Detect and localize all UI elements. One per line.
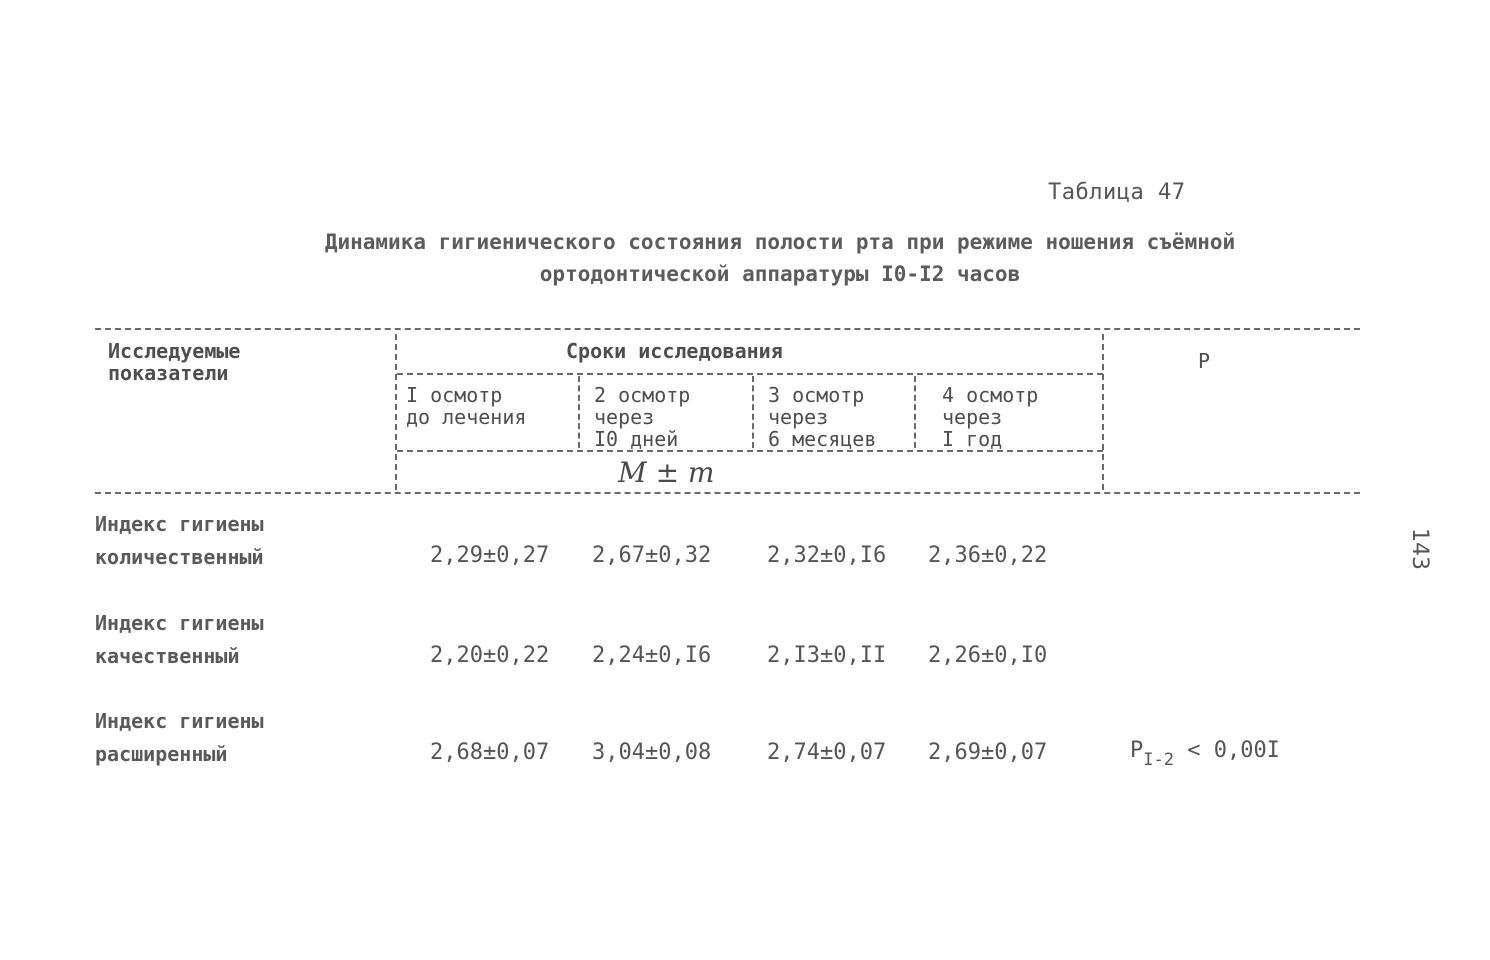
row3-val4: 2,69±0,07 bbox=[928, 740, 1048, 765]
table-title bbox=[250, 226, 1310, 290]
col-divider-2 bbox=[752, 376, 754, 448]
statistic-label: M ± m bbox=[618, 456, 715, 489]
header-periods: Сроки исследования bbox=[566, 339, 783, 363]
row2-val2: 2,24±0,I6 bbox=[592, 643, 712, 668]
row3-val2: 3,04±0,08 bbox=[592, 740, 712, 765]
header-col-3: 3 осмотр через 6 месяцев bbox=[768, 383, 877, 451]
row2-val3: 2,I3±0,II bbox=[767, 643, 887, 668]
title-line-2: ортодонтической аппаратуры I0-I2 часов bbox=[539, 262, 1021, 286]
row3-val1: 2,68±0,07 bbox=[430, 740, 550, 765]
header-bottom-rule bbox=[95, 492, 1360, 494]
row2-val1: 2,20±0,22 bbox=[430, 643, 550, 668]
header-col-1: I осмотр до лечения bbox=[406, 383, 527, 429]
table-top-rule bbox=[95, 328, 1360, 330]
col-divider-left bbox=[395, 334, 397, 490]
header-indicators: Исследуемые показатели bbox=[108, 339, 241, 385]
row-label-quantitative: Индекс гигиены количественный bbox=[95, 512, 264, 569]
row-label-extended: Индекс гигиены расширенный bbox=[95, 709, 264, 766]
row1-val2: 2,67±0,32 bbox=[592, 543, 712, 568]
page-number: 143 bbox=[1407, 528, 1432, 570]
periods-rule bbox=[397, 373, 1103, 375]
row3-val3: 2,74±0,07 bbox=[767, 740, 887, 765]
row1-val1: 2,29±0,27 bbox=[430, 543, 550, 568]
header-p: P bbox=[1198, 349, 1211, 373]
row1-val4: 2,36±0,22 bbox=[928, 543, 1048, 568]
row-label-qualitative: Индекс гигиены качественный bbox=[95, 611, 264, 668]
row2-val4: 2,26±0,I0 bbox=[928, 643, 1048, 668]
row1-val3: 2,32±0,I6 bbox=[767, 543, 887, 568]
col-divider-right bbox=[1102, 334, 1104, 490]
col-divider-3 bbox=[914, 376, 916, 448]
header-col-2: 2 осмотр через I0 дней bbox=[594, 383, 691, 451]
header-col-4: 4 осмотр через I год bbox=[942, 383, 1039, 451]
table-number: Таблица 47 bbox=[1048, 180, 1186, 205]
title-line-1: Динамика гигиенического состояния полости рта при режиме ношения съёмной bbox=[324, 230, 1236, 254]
row3-p-value: $P_{I-2} < 0,00I$ bbox=[1130, 738, 1280, 770]
col-divider-1 bbox=[578, 376, 580, 448]
